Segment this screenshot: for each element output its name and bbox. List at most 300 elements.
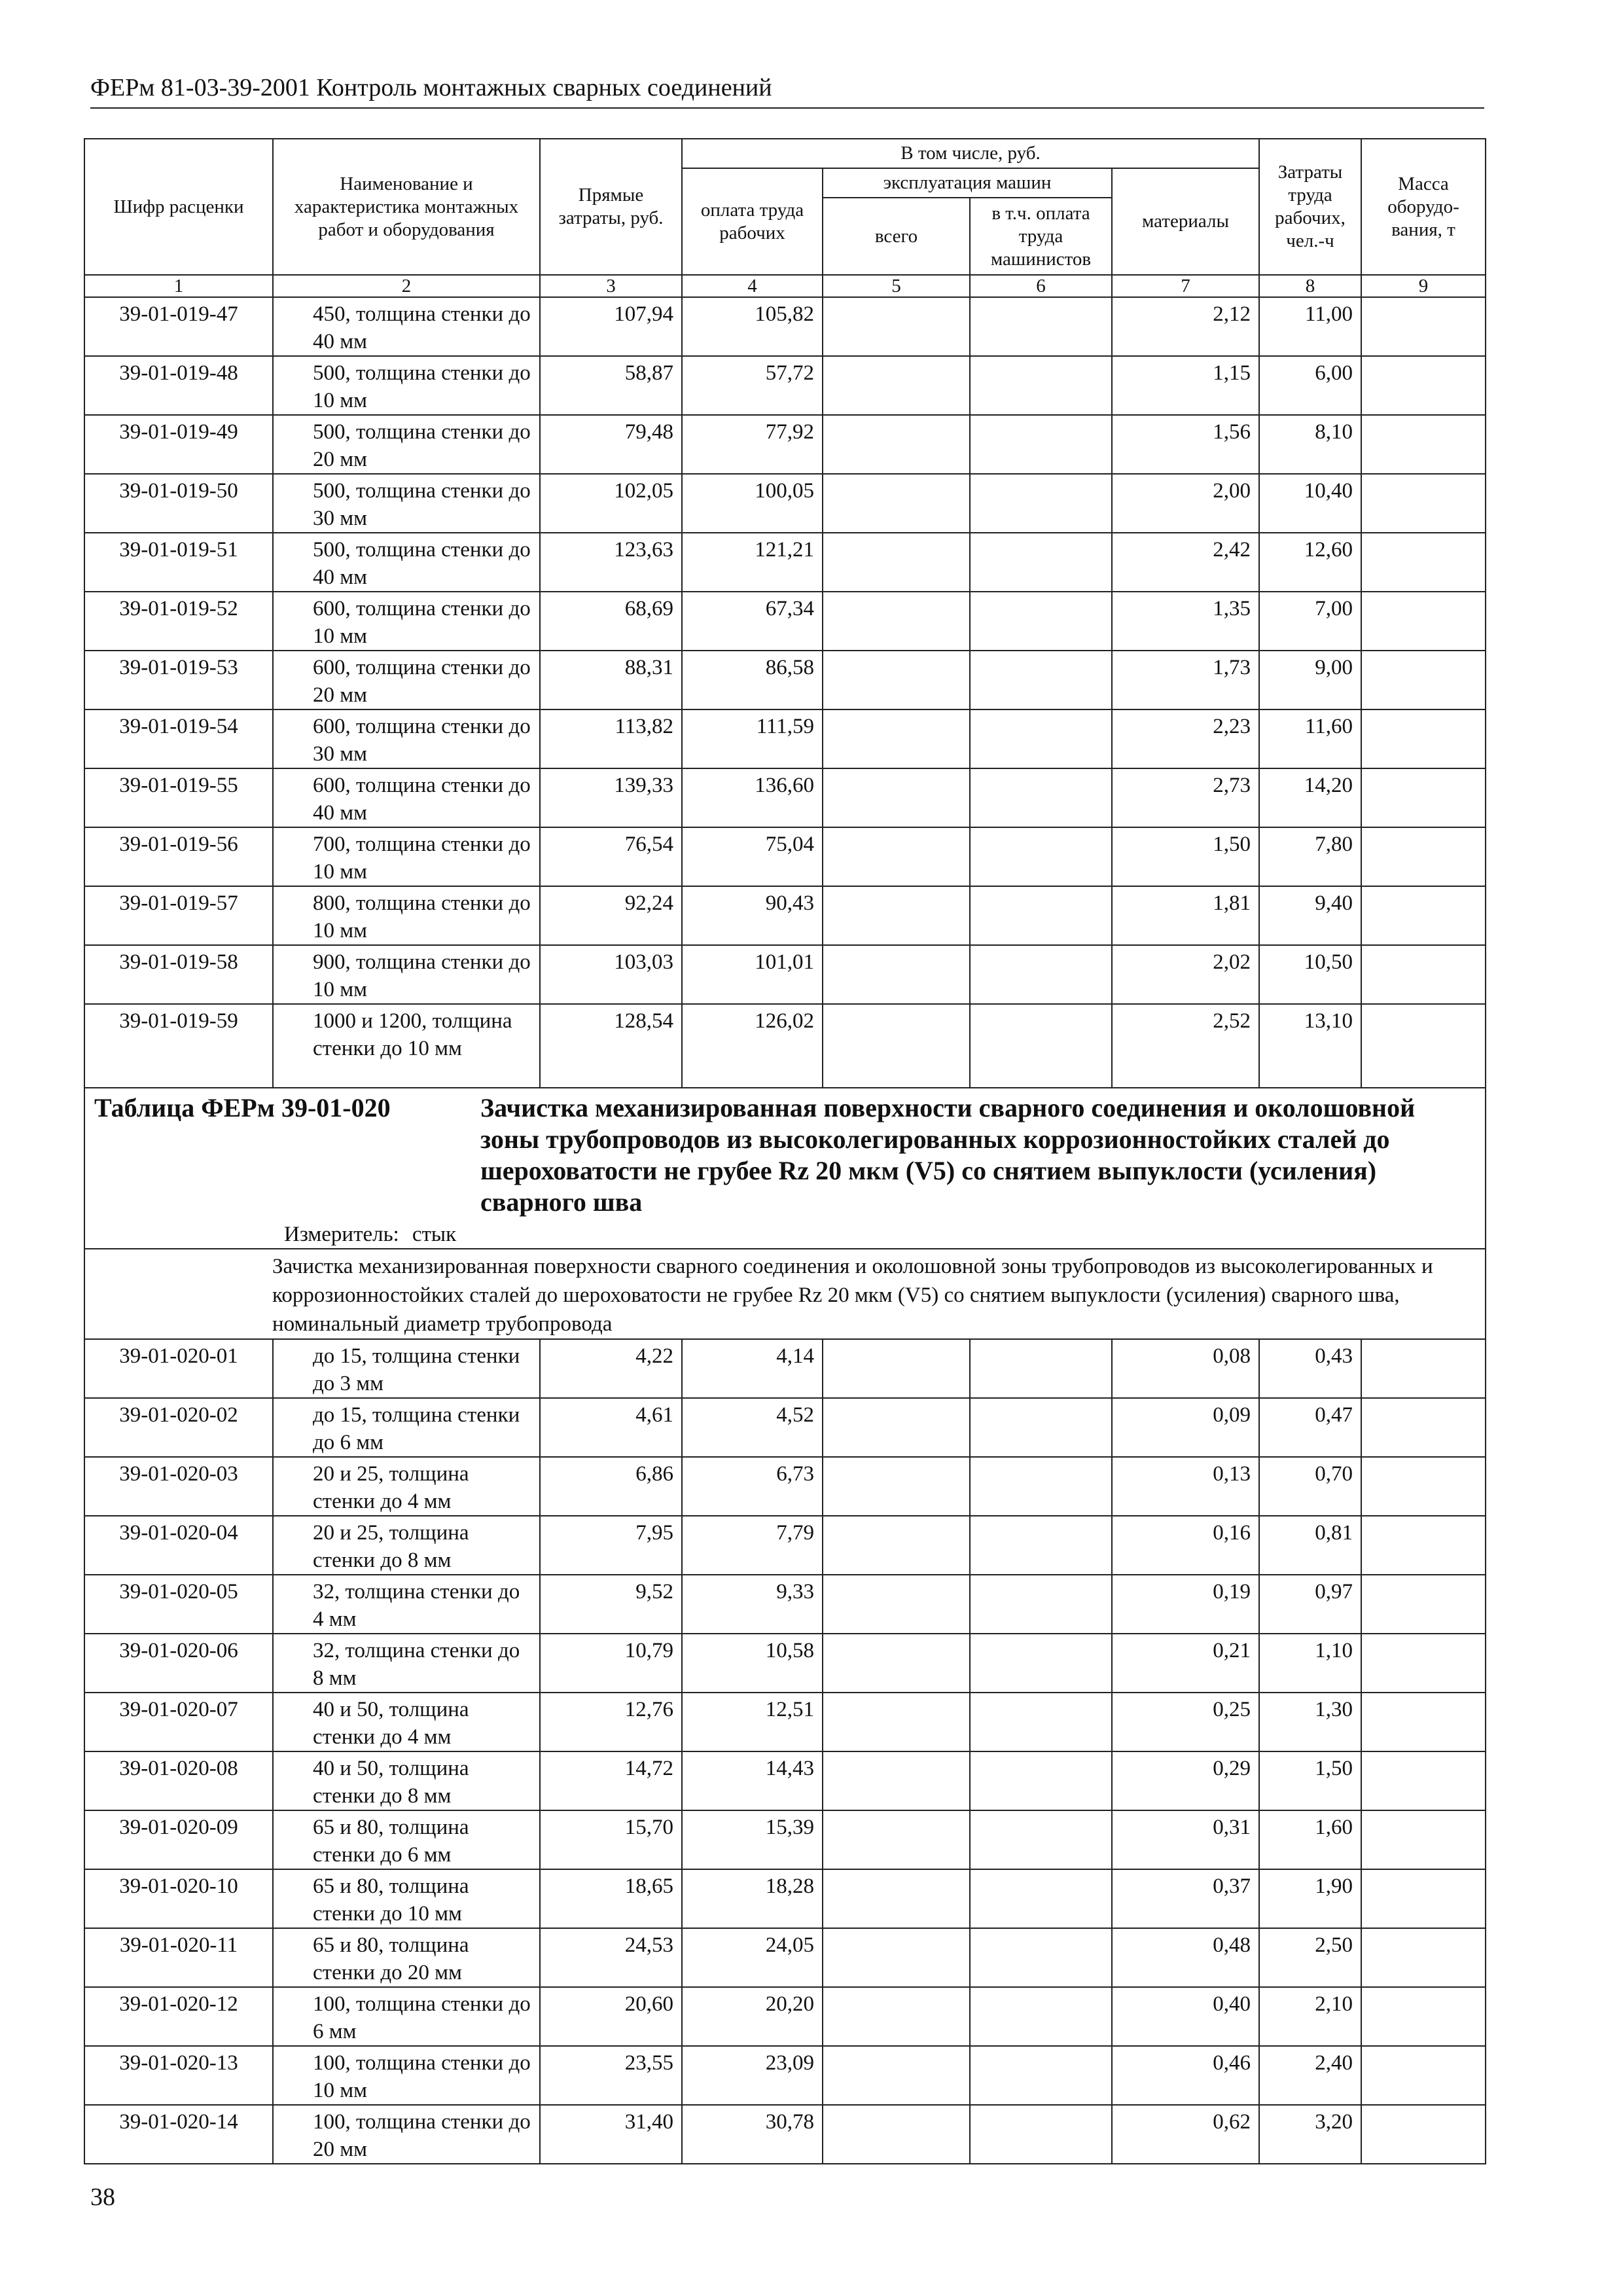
mass-cell	[1361, 1751, 1486, 1810]
code-cell: 39-01-020-01	[84, 1339, 273, 1398]
mass-cell	[1361, 1634, 1486, 1693]
labor-hours-cell: 10,50	[1259, 945, 1361, 1004]
col-hours-header: Затраты труда рабочих, чел.-ч	[1259, 139, 1361, 275]
labor-pay-cell: 121,21	[682, 533, 823, 592]
col-number: 9	[1361, 275, 1486, 297]
labor-hours-cell: 1,10	[1259, 1634, 1361, 1693]
labor-pay-cell: 111,59	[682, 709, 823, 768]
col-number: 2	[273, 275, 540, 297]
code-cell: 39-01-019-49	[84, 415, 273, 474]
materials-cell: 1,50	[1112, 827, 1259, 886]
code-cell: 39-01-020-05	[84, 1575, 273, 1634]
direct-cost-cell: 79,48	[540, 415, 682, 474]
machines-total-cell	[823, 886, 970, 945]
meter-line	[94, 1221, 1476, 1248]
materials-cell: 2,02	[1112, 945, 1259, 1004]
direct-cost-cell: 10,79	[540, 1634, 682, 1693]
name-cell: 65 и 80, толщина стенки до 6 мм	[273, 1810, 540, 1869]
materials-cell: 2,73	[1112, 768, 1259, 827]
labor-hours-cell: 0,47	[1259, 1398, 1361, 1457]
materials-cell: 1,81	[1112, 886, 1259, 945]
machines-total-cell	[823, 709, 970, 768]
col-labor-pay-header: оплата труда рабочих	[682, 168, 823, 275]
machines-total-cell	[823, 1810, 970, 1869]
machines-total-cell	[823, 651, 970, 709]
table-row	[84, 1810, 1486, 1869]
code-cell: 39-01-020-14	[84, 2105, 273, 2164]
materials-cell: 2,52	[1112, 1004, 1259, 1088]
labor-hours-cell: 14,20	[1259, 768, 1361, 827]
materials-cell: 0,29	[1112, 1751, 1259, 1810]
direct-cost-cell: 6,86	[540, 1457, 682, 1516]
machinist-pay-cell	[970, 474, 1112, 533]
labor-hours-cell: 0,81	[1259, 1516, 1361, 1575]
machinist-pay-cell	[970, 886, 1112, 945]
machines-total-cell	[823, 592, 970, 651]
machinist-pay-cell	[970, 297, 1112, 356]
machinist-pay-cell	[970, 1810, 1112, 1869]
col-number: 6	[970, 275, 1112, 297]
labor-pay-cell: 126,02	[682, 1004, 823, 1088]
machinist-pay-cell	[970, 1457, 1112, 1516]
col-materials-header: материалы	[1112, 168, 1259, 275]
direct-cost-cell: 15,70	[540, 1810, 682, 1869]
mass-cell	[1361, 474, 1486, 533]
direct-cost-cell: 139,33	[540, 768, 682, 827]
machinist-pay-cell	[970, 1928, 1112, 1987]
materials-cell: 2,23	[1112, 709, 1259, 768]
machinist-pay-cell	[970, 709, 1112, 768]
mass-cell	[1361, 1693, 1486, 1751]
labor-hours-cell: 1,30	[1259, 1693, 1361, 1751]
direct-cost-cell: 9,52	[540, 1575, 682, 1634]
col-including-header: В том числе, руб.	[682, 139, 1259, 168]
machinist-pay-cell	[970, 2046, 1112, 2105]
table-row	[84, 1004, 1486, 1088]
col-direct-header: Прямые затраты, руб.	[540, 139, 682, 275]
code-cell: 39-01-019-51	[84, 533, 273, 592]
labor-hours-cell: 1,60	[1259, 1810, 1361, 1869]
table-row	[84, 945, 1486, 1004]
materials-cell: 1,73	[1112, 651, 1259, 709]
table-row	[84, 651, 1486, 709]
labor-pay-cell: 86,58	[682, 651, 823, 709]
materials-cell: 1,56	[1112, 415, 1259, 474]
machines-total-cell	[823, 474, 970, 533]
machines-total-cell	[823, 415, 970, 474]
section-description: Зачистка механизированная поверхности сварного соединения и околошовной зоны трубопроводов из высоколегированных и коррозионностойких сталей до шероховатости не грубее Rz 20 мкм (V5) со снятием выпуклости (усиления) сварного шва, номинальный диаметр трубопровода	[84, 1249, 1486, 1339]
materials-cell: 1,35	[1112, 592, 1259, 651]
machines-total-cell	[823, 1339, 970, 1398]
mass-cell	[1361, 1810, 1486, 1869]
machines-total-cell	[823, 1928, 970, 1987]
mass-cell	[1361, 709, 1486, 768]
meter-value: стык	[412, 1223, 457, 1246]
section-label: Таблица ФЕРм 39-01-020	[94, 1093, 391, 1122]
labor-hours-cell: 3,20	[1259, 2105, 1361, 2164]
machines-total-cell	[823, 1575, 970, 1634]
labor-pay-cell: 7,79	[682, 1516, 823, 1575]
code-cell: 39-01-020-11	[84, 1928, 273, 1987]
direct-cost-cell: 7,95	[540, 1516, 682, 1575]
name-cell: 600, толщина стенки до 20 мм	[273, 651, 540, 709]
name-cell: 500, толщина стенки до 40 мм	[273, 533, 540, 592]
mass-cell	[1361, 1004, 1486, 1088]
direct-cost-cell: 12,76	[540, 1693, 682, 1751]
machines-total-cell	[823, 297, 970, 356]
code-cell: 39-01-020-07	[84, 1693, 273, 1751]
machinist-pay-cell	[970, 2105, 1112, 2164]
direct-cost-cell: 123,63	[540, 533, 682, 592]
machines-total-cell	[823, 1004, 970, 1088]
labor-pay-cell: 15,39	[682, 1810, 823, 1869]
labor-pay-cell: 101,01	[682, 945, 823, 1004]
meter-label: Измеритель:	[284, 1223, 399, 1246]
machines-total-cell	[823, 356, 970, 415]
labor-hours-cell: 2,50	[1259, 1928, 1361, 1987]
labor-hours-cell: 11,60	[1259, 709, 1361, 768]
labor-pay-cell: 136,60	[682, 768, 823, 827]
table-row	[84, 1457, 1486, 1516]
mass-cell	[1361, 415, 1486, 474]
col-code-header: Шифр расценки	[84, 139, 273, 275]
col-number: 5	[823, 275, 970, 297]
name-cell: 800, толщина стенки до 10 мм	[273, 886, 540, 945]
labor-hours-cell: 13,10	[1259, 1004, 1361, 1088]
machinist-pay-cell	[970, 1516, 1112, 1575]
labor-pay-cell: 9,33	[682, 1575, 823, 1634]
labor-pay-cell: 67,34	[682, 592, 823, 651]
code-cell: 39-01-019-59	[84, 1004, 273, 1088]
materials-cell: 0,31	[1112, 1810, 1259, 1869]
materials-cell: 0,08	[1112, 1339, 1259, 1398]
labor-pay-cell: 77,92	[682, 415, 823, 474]
code-cell: 39-01-019-54	[84, 709, 273, 768]
labor-pay-cell: 14,43	[682, 1751, 823, 1810]
labor-hours-cell: 2,40	[1259, 2046, 1361, 2105]
mass-cell	[1361, 1869, 1486, 1928]
machinist-pay-cell	[970, 1751, 1112, 1810]
machines-total-cell	[823, 827, 970, 886]
page-header: ФЕРм 81-03-39-2001 Контроль монтажных сварных соединений	[90, 73, 1484, 109]
direct-cost-cell: 4,61	[540, 1398, 682, 1457]
machinist-pay-cell	[970, 1634, 1112, 1693]
machines-total-cell	[823, 1516, 970, 1575]
header-row-1	[84, 139, 1486, 168]
table-row	[84, 533, 1486, 592]
direct-cost-cell: 23,55	[540, 2046, 682, 2105]
code-cell: 39-01-019-47	[84, 297, 273, 356]
machines-total-cell	[823, 1457, 970, 1516]
name-cell: 600, толщина стенки до 10 мм	[273, 592, 540, 651]
machinist-pay-cell	[970, 1004, 1112, 1088]
mass-cell	[1361, 533, 1486, 592]
col-number: 1	[84, 275, 273, 297]
table-row	[84, 297, 1486, 356]
table-row	[84, 768, 1486, 827]
direct-cost-cell: 107,94	[540, 297, 682, 356]
code-cell: 39-01-020-09	[84, 1810, 273, 1869]
labor-pay-cell: 105,82	[682, 297, 823, 356]
machines-total-cell	[823, 533, 970, 592]
machinist-pay-cell	[970, 1339, 1112, 1398]
col-number: 7	[1112, 275, 1259, 297]
name-cell: 100, толщина стенки до 10 мм	[273, 2046, 540, 2105]
code-cell: 39-01-020-06	[84, 1634, 273, 1693]
direct-cost-cell: 88,31	[540, 651, 682, 709]
code-cell: 39-01-019-57	[84, 886, 273, 945]
table-row	[84, 415, 1486, 474]
materials-cell: 0,25	[1112, 1693, 1259, 1751]
mass-cell	[1361, 768, 1486, 827]
labor-hours-cell: 0,70	[1259, 1457, 1361, 1516]
code-cell: 39-01-020-04	[84, 1516, 273, 1575]
code-cell: 39-01-020-12	[84, 1987, 273, 2046]
mass-cell	[1361, 827, 1486, 886]
machinist-pay-cell	[970, 415, 1112, 474]
name-cell: 1000 и 1200, толщина стенки до 10 мм	[273, 1004, 540, 1088]
labor-hours-cell: 11,00	[1259, 297, 1361, 356]
machines-total-cell	[823, 1869, 970, 1928]
table-row	[84, 1634, 1486, 1693]
machines-total-cell	[823, 1398, 970, 1457]
name-cell: 20 и 25, толщина стенки до 8 мм	[273, 1516, 540, 1575]
labor-pay-cell: 18,28	[682, 1869, 823, 1928]
labor-hours-cell: 6,00	[1259, 356, 1361, 415]
name-cell: до 15, толщина стенки до 3 мм	[273, 1339, 540, 1398]
materials-cell: 0,48	[1112, 1928, 1259, 1987]
labor-hours-cell: 9,00	[1259, 651, 1361, 709]
col-number: 3	[540, 275, 682, 297]
labor-pay-cell: 24,05	[682, 1928, 823, 1987]
table-row	[84, 2046, 1486, 2105]
machinist-pay-cell	[970, 768, 1112, 827]
name-cell: 700, толщина стенки до 10 мм	[273, 827, 540, 886]
labor-pay-cell: 6,73	[682, 1457, 823, 1516]
table-row	[84, 827, 1486, 886]
mass-cell	[1361, 592, 1486, 651]
machines-total-cell	[823, 2046, 970, 2105]
machinist-pay-cell	[970, 533, 1112, 592]
price-table	[84, 138, 1486, 2164]
name-cell: 100, толщина стенки до 20 мм	[273, 2105, 540, 2164]
mass-cell	[1361, 2105, 1486, 2164]
table-row	[84, 1575, 1486, 1634]
col-number: 8	[1259, 275, 1361, 297]
code-cell: 39-01-019-50	[84, 474, 273, 533]
machines-total-cell	[823, 945, 970, 1004]
table-row	[84, 886, 1486, 945]
direct-cost-cell: 128,54	[540, 1004, 682, 1088]
machinist-pay-cell	[970, 945, 1112, 1004]
materials-cell: 0,62	[1112, 2105, 1259, 2164]
labor-hours-cell: 0,43	[1259, 1339, 1361, 1398]
direct-cost-cell: 24,53	[540, 1928, 682, 1987]
mass-cell	[1361, 297, 1486, 356]
mass-cell	[1361, 651, 1486, 709]
materials-cell: 0,37	[1112, 1869, 1259, 1928]
machinist-pay-cell	[970, 1693, 1112, 1751]
code-cell: 39-01-019-52	[84, 592, 273, 651]
direct-cost-cell: 113,82	[540, 709, 682, 768]
machinist-pay-cell	[970, 827, 1112, 886]
name-cell: 500, толщина стенки до 20 мм	[273, 415, 540, 474]
table-row	[84, 1987, 1486, 2046]
col-name-header: Наименование и характеристика монтажных работ и оборудования	[273, 139, 540, 275]
name-cell: 500, толщина стенки до 10 мм	[273, 356, 540, 415]
labor-pay-cell: 57,72	[682, 356, 823, 415]
labor-hours-cell: 0,97	[1259, 1575, 1361, 1634]
name-cell: 32, толщина стенки до 4 мм	[273, 1575, 540, 1634]
labor-hours-cell: 8,10	[1259, 415, 1361, 474]
direct-cost-cell: 102,05	[540, 474, 682, 533]
col-mass-header: Масса оборудо-вания, т	[1361, 139, 1486, 275]
name-cell: до 15, толщина стенки до 6 мм	[273, 1398, 540, 1457]
name-cell: 600, толщина стенки до 30 мм	[273, 709, 540, 768]
direct-cost-cell: 92,24	[540, 886, 682, 945]
table-row	[84, 1398, 1486, 1457]
name-cell: 600, толщина стенки до 40 мм	[273, 768, 540, 827]
mass-cell	[1361, 1339, 1486, 1398]
labor-hours-cell: 1,50	[1259, 1751, 1361, 1810]
materials-cell: 0,19	[1112, 1575, 1259, 1634]
section-title: Зачистка механизированная поверхности сварного соединения и околошовной зоны трубопроводов из высоколегированных коррозионностойких сталей до шероховатости не грубее Rz 20 мкм (V5) со снятием выпуклости (усиления) сварного шва	[480, 1093, 1416, 1217]
mass-cell	[1361, 2046, 1486, 2105]
name-cell: 100, толщина стенки до 6 мм	[273, 1987, 540, 2046]
materials-cell: 0,40	[1112, 1987, 1259, 2046]
code-cell: 39-01-019-53	[84, 651, 273, 709]
labor-pay-cell: 75,04	[682, 827, 823, 886]
code-cell: 39-01-019-48	[84, 356, 273, 415]
table-row	[84, 1928, 1486, 1987]
name-cell: 65 и 80, толщина стенки до 10 мм	[273, 1869, 540, 1928]
name-cell: 20 и 25, толщина стенки до 4 мм	[273, 1457, 540, 1516]
direct-cost-cell: 68,69	[540, 592, 682, 651]
labor-pay-cell: 90,43	[682, 886, 823, 945]
machinist-pay-cell	[970, 1398, 1112, 1457]
mass-cell	[1361, 356, 1486, 415]
machinist-pay-cell	[970, 651, 1112, 709]
name-cell: 32, толщина стенки до 8 мм	[273, 1634, 540, 1693]
name-cell: 500, толщина стенки до 30 мм	[273, 474, 540, 533]
name-cell: 40 и 50, толщина стенки до 8 мм	[273, 1751, 540, 1810]
materials-cell: 2,42	[1112, 533, 1259, 592]
name-cell: 65 и 80, толщина стенки до 20 мм	[273, 1928, 540, 1987]
direct-cost-cell: 103,03	[540, 945, 682, 1004]
materials-cell: 0,13	[1112, 1457, 1259, 1516]
labor-hours-cell: 7,00	[1259, 592, 1361, 651]
labor-hours-cell: 12,60	[1259, 533, 1361, 592]
table-row	[84, 1339, 1486, 1398]
materials-cell: 0,09	[1112, 1398, 1259, 1457]
code-cell: 39-01-020-03	[84, 1457, 273, 1516]
labor-pay-cell: 20,20	[682, 1987, 823, 2046]
labor-hours-cell: 2,10	[1259, 1987, 1361, 2046]
section-description-row	[84, 1249, 1486, 1339]
machines-total-cell	[823, 1987, 970, 2046]
mass-cell	[1361, 1575, 1486, 1634]
code-cell: 39-01-020-13	[84, 2046, 273, 2105]
code-cell: 39-01-019-55	[84, 768, 273, 827]
table-row	[84, 1869, 1486, 1928]
labor-pay-cell: 10,58	[682, 1634, 823, 1693]
materials-cell: 2,00	[1112, 474, 1259, 533]
direct-cost-cell: 4,22	[540, 1339, 682, 1398]
mass-cell	[1361, 886, 1486, 945]
labor-hours-cell: 10,40	[1259, 474, 1361, 533]
machinist-pay-cell	[970, 1869, 1112, 1928]
direct-cost-cell: 58,87	[540, 356, 682, 415]
mass-cell	[1361, 1457, 1486, 1516]
code-cell: 39-01-020-08	[84, 1751, 273, 1810]
page-number: 38	[90, 2183, 115, 2211]
labor-pay-cell: 100,05	[682, 474, 823, 533]
table-row	[84, 356, 1486, 415]
mass-cell	[1361, 1987, 1486, 2046]
machinist-pay-cell	[970, 1575, 1112, 1634]
direct-cost-cell: 18,65	[540, 1869, 682, 1928]
col-number: 4	[682, 275, 823, 297]
name-cell: 450, толщина стенки до 40 мм	[273, 297, 540, 356]
materials-cell: 2,12	[1112, 297, 1259, 356]
machinist-pay-cell	[970, 356, 1112, 415]
labor-hours-cell: 7,80	[1259, 827, 1361, 886]
direct-cost-cell: 20,60	[540, 1987, 682, 2046]
materials-cell: 0,21	[1112, 1634, 1259, 1693]
machines-total-cell	[823, 1693, 970, 1751]
labor-pay-cell: 12,51	[682, 1693, 823, 1751]
col-machines-total-header: всего	[823, 198, 970, 275]
name-cell: 900, толщина стенки до 10 мм	[273, 945, 540, 1004]
labor-pay-cell: 4,14	[682, 1339, 823, 1398]
direct-cost-cell: 31,40	[540, 2105, 682, 2164]
machines-total-cell	[823, 1751, 970, 1810]
code-cell: 39-01-020-02	[84, 1398, 273, 1457]
table-row	[84, 2105, 1486, 2164]
table-row	[84, 1516, 1486, 1575]
labor-pay-cell: 4,52	[682, 1398, 823, 1457]
section-header	[84, 1088, 1486, 1249]
labor-pay-cell: 30,78	[682, 2105, 823, 2164]
machines-total-cell	[823, 1634, 970, 1693]
table-row	[84, 474, 1486, 533]
table-row	[84, 1751, 1486, 1810]
code-cell: 39-01-019-56	[84, 827, 273, 886]
machinist-pay-cell	[970, 592, 1112, 651]
table-row	[84, 1693, 1486, 1751]
machines-total-cell	[823, 768, 970, 827]
direct-cost-cell: 76,54	[540, 827, 682, 886]
labor-pay-cell: 23,09	[682, 2046, 823, 2105]
code-cell: 39-01-019-58	[84, 945, 273, 1004]
machines-total-cell	[823, 2105, 970, 2164]
labor-hours-cell: 1,90	[1259, 1869, 1361, 1928]
column-number-row	[84, 275, 1486, 297]
mass-cell	[1361, 1516, 1486, 1575]
table-row	[84, 709, 1486, 768]
col-machines-header: эксплуатация машин	[823, 168, 1112, 198]
mass-cell	[1361, 1398, 1486, 1457]
materials-cell: 1,15	[1112, 356, 1259, 415]
materials-cell: 0,16	[1112, 1516, 1259, 1575]
mass-cell	[1361, 1928, 1486, 1987]
materials-cell: 0,46	[1112, 2046, 1259, 2105]
labor-hours-cell: 9,40	[1259, 886, 1361, 945]
direct-cost-cell: 14,72	[540, 1751, 682, 1810]
machinist-pay-cell	[970, 1987, 1112, 2046]
mass-cell	[1361, 945, 1486, 1004]
col-machinist-pay-header: в т.ч. оплата труда машинистов	[970, 198, 1112, 275]
